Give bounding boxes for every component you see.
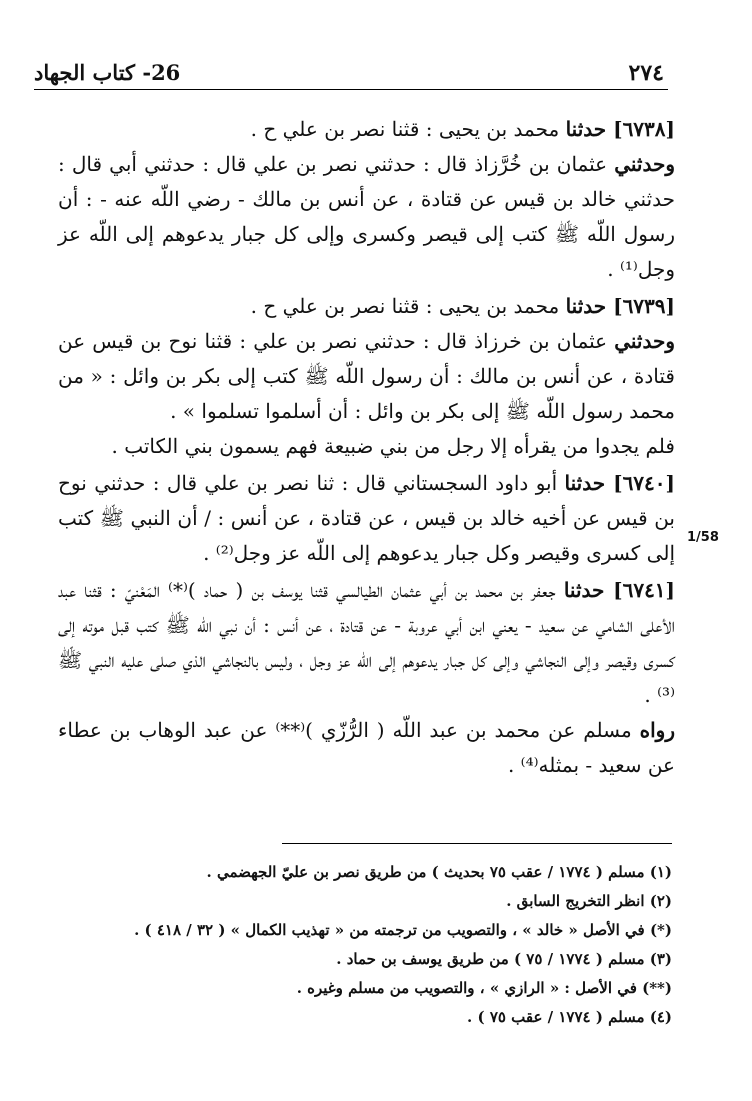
narration-text: أبو داود السجستاني قال : ثنا نصر بن علي قال : حدثني نوح بن قيس عن أخيه خالد بن قيس ، عن قتادة ، عن أنس : / أن النبي ﷺ كتب إلى كسرى وقيصر وكل جبار يدعوهم إلى اللّه عز وجل⁽²⁾ .	[58, 471, 675, 565]
footnote: (٢) انظر التخريج السابق .	[506, 892, 672, 910]
paragraph	[58, 289, 675, 324]
footnote: (١) مسلم ( ١٧٧٤ / عقب ٧٥ بحديث ) من طريق نصر بن عليّ الجهضمي .	[206, 863, 672, 881]
narration-text: محمد بن يحيى : قثنا نصر بن علي ح .	[250, 117, 566, 141]
hadith-entry-6740	[58, 466, 675, 571]
narration-text: فلم يجدوا من يقرأه إلا رجل من بني ضبيعة فهم يسمون بني الكاتب .	[111, 434, 675, 458]
footnotes	[92, 858, 672, 1032]
narration-text: عثمان بن خُرَّزاذ قال : حدثني نصر بن علي قال : حدثني أبي قال : حدثني خالد بن قيس عن قتادة ، عن أنس بن مالك - رضي اللّه عنه - : أن رسول اللّه ﷺ كتب إلى قيصر وكسرى وإلى كل جبار يدعوهم إلى اللّه عز وجل⁽¹⁾ .	[58, 152, 675, 281]
page-number: ٢٧٤	[628, 60, 664, 86]
hadith-entry-6739	[58, 289, 675, 464]
narration-text: مسلم عن محمد بن عبد اللّه ( الرُّزّي )⁽**⁾ عن عبد الوهاب بن عطاء عن سعيد - بمثله⁽⁴⁾ .	[58, 718, 675, 777]
footnote: (٣) مسلم ( ١٧٧٤ / ٧٥ ) من طريق يوسف بن حماد .	[336, 950, 672, 968]
paragraph	[58, 466, 675, 571]
footnote-separator	[282, 843, 672, 844]
narration-lead: وحدثني	[614, 329, 675, 353]
footnote: (*) في الأصل « خالد » ، والتصويب من ترجمته من « تهذيب الكمال » ( ٣٢ / ٤١٨ ) .	[134, 921, 672, 939]
narration-text: جعفر بن محمد بن أبي عثمان الطيالسي قثنا يوسف بن ( حماد )⁽*⁾ المَعْنيّ : قثنا عبد الأعلى الشامي عن سعيد - يعني ابن أبي عروبة - عن قتادة ، عن أنس : أن نبي اللّه ﷺ كتب قبل موته إلى كسرى وقيصر وإلى النجاشي وإلى كل جبار يدعوهم إلى اللّه عز وجل ، وليس بالنجاشي الذي صلى عليه النبي ﷺ ⁽³⁾ .	[58, 578, 675, 707]
paragraph	[58, 573, 675, 713]
narration-lead: وحدثني	[614, 152, 675, 176]
hadith-entry-6741	[58, 573, 675, 783]
paragraph	[58, 324, 675, 429]
narration-text: محمد بن يحيى : قثنا نصر بن علي ح .	[250, 294, 566, 318]
footnote: (**) في الأصل : « الرازي » ، والتصويب من مسلم وغيره .	[296, 979, 672, 997]
narration-lead: [٦٧٤١] حدثنا	[563, 578, 676, 602]
narration-lead: [٦٧٤٠] حدثنا	[564, 471, 675, 495]
narration-text: عثمان بن خرزاذ قال : حدثني نصر بن علي : قثنا نوح بن قيس عن قتادة ، عن أنس بن مالك : أن رسول اللّه ﷺ كتب إلى بكر بن وائل : « من محمد رسول اللّه ﷺ إلى بكر بن وائل : أن أسلموا تسلموا » .	[58, 329, 675, 423]
paragraph	[58, 429, 675, 464]
page-header	[34, 58, 668, 90]
narration-lead: رواه	[639, 718, 675, 742]
narration-lead: [٦٧٣٨] حدثنا	[565, 117, 675, 141]
paragraph	[58, 112, 675, 147]
narration-lead: [٦٧٣٩] حدثنا	[565, 294, 675, 318]
paragraph	[58, 147, 675, 287]
footnote: (٤) مسلم ( ١٧٧٤ / عقب ٧٥ ) .	[467, 1008, 672, 1026]
chapter-title: 26- كتاب الجهاد	[34, 60, 181, 85]
hadith-text-body	[58, 112, 675, 785]
paragraph	[58, 713, 675, 783]
margin-folio-note: 1/58	[687, 530, 719, 545]
hadith-entry-6738	[58, 112, 675, 287]
